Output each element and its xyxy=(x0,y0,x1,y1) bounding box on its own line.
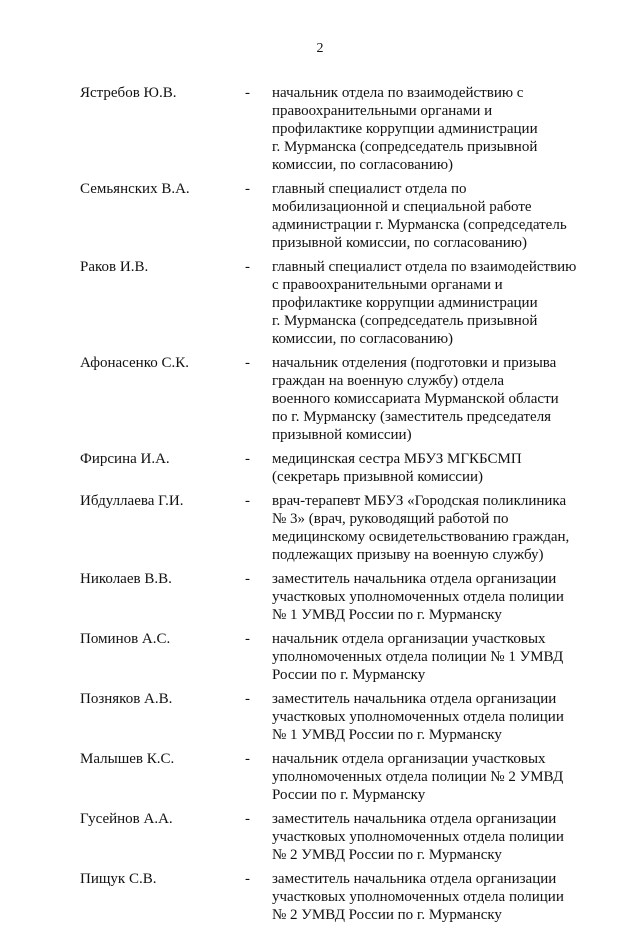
member-name: Раков И.В. xyxy=(80,259,149,275)
member-position xyxy=(272,180,607,252)
position-line: участковых уполномоченных отдела полиции xyxy=(272,709,564,725)
separator-dash: - xyxy=(245,811,250,827)
member-entry xyxy=(0,180,640,252)
position-line: главный специалист отдела по взаимодействию xyxy=(272,259,577,275)
position-line: медицинская сестра МБУЗ МГКБСМП xyxy=(272,451,522,467)
position-line: врач-терапевт МБУЗ «Городская поликлиника xyxy=(272,493,567,509)
position-line: (секретарь призывной комиссии) xyxy=(272,469,483,485)
position-line: по г. Мурманску (заместитель председателя xyxy=(272,409,552,425)
member-position xyxy=(272,810,607,864)
position-line: начальник отделения (подготовки и призыва xyxy=(272,355,557,371)
position-line: заместитель начальника отдела организации xyxy=(272,571,557,587)
member-entry xyxy=(0,630,640,684)
position-line: уполномоченных отдела полиции № 2 УМВД xyxy=(272,769,564,785)
member-name: Ястребов Ю.В. xyxy=(80,85,177,101)
position-line: комиссии, по согласованию) xyxy=(272,331,454,347)
position-line: заместитель начальника отдела организации xyxy=(272,871,557,887)
position-line: мобилизационной и специальной работе xyxy=(272,199,532,215)
member-name: Николаев В.В. xyxy=(80,571,172,587)
position-line: № 2 УМВД России по г. Мурманску xyxy=(272,847,502,863)
separator-dash: - xyxy=(245,259,250,275)
position-line: участковых уполномоченных отдела полиции xyxy=(272,589,564,605)
member-name: Поминов А.С. xyxy=(80,631,171,647)
separator-dash: - xyxy=(245,181,250,197)
position-line: № 2 УМВД России по г. Мурманску xyxy=(272,907,502,923)
position-line: № 1 УМВД России по г. Мурманску xyxy=(272,607,502,623)
position-line: заместитель начальника отдела организации xyxy=(272,691,557,707)
member-entry xyxy=(0,690,640,744)
position-line: профилактике коррупции администрации xyxy=(272,295,538,311)
position-line: профилактике коррупции администрации xyxy=(272,121,538,137)
separator-dash: - xyxy=(245,355,250,371)
commission-member-list xyxy=(0,84,640,930)
member-entry xyxy=(0,258,640,348)
member-name: Гусейнов А.А. xyxy=(80,811,173,827)
member-name: Фирсина И.А. xyxy=(80,451,170,467)
position-line: медицинскому освидетельствованию граждан, xyxy=(272,529,570,545)
position-line: граждан на военную службу) отдела xyxy=(272,373,505,389)
position-line: участковых уполномоченных отдела полиции xyxy=(272,829,564,845)
member-name: Семьянских В.А. xyxy=(80,181,190,197)
position-line: заместитель начальника отдела организации xyxy=(272,811,557,827)
position-line: с правоохранительными органами и xyxy=(272,277,503,293)
member-name: Позняков А.В. xyxy=(80,691,173,707)
position-line: г. Мурманска (сопредседатель призывной xyxy=(272,313,538,329)
member-position xyxy=(272,492,607,564)
separator-dash: - xyxy=(245,451,250,467)
member-entry xyxy=(0,450,640,486)
position-line: участковых уполномоченных отдела полиции xyxy=(272,889,564,905)
position-line: России по г. Мурманску xyxy=(272,667,426,683)
separator-dash: - xyxy=(245,751,250,767)
member-entry xyxy=(0,84,640,174)
member-position xyxy=(272,870,607,924)
position-line: правоохранительными органами и xyxy=(272,103,493,119)
position-line: главный специалист отдела по xyxy=(272,181,467,197)
page-number: 2 xyxy=(316,41,324,56)
position-line: военного комиссариата Мурманской области xyxy=(272,391,559,407)
member-entry xyxy=(0,750,640,804)
member-position xyxy=(272,84,607,174)
position-line: начальник отдела организации участковых xyxy=(272,631,546,647)
position-line: начальник отдела по взаимодействию с xyxy=(272,85,524,101)
separator-dash: - xyxy=(245,871,250,887)
position-line: г. Мурманска (сопредседатель призывной xyxy=(272,139,538,155)
separator-dash: - xyxy=(245,631,250,647)
member-entry xyxy=(0,570,640,624)
position-line: призывной комиссии) xyxy=(272,427,412,443)
position-line: уполномоченных отдела полиции № 1 УМВД xyxy=(272,649,564,665)
member-name: Малышев К.С. xyxy=(80,751,175,767)
member-entry xyxy=(0,354,640,444)
position-line: комиссии, по согласованию) xyxy=(272,157,454,173)
member-name: Афонасенко С.К. xyxy=(80,355,189,371)
member-position xyxy=(272,750,607,804)
member-position xyxy=(272,258,607,348)
member-entry xyxy=(0,810,640,864)
position-line: России по г. Мурманску xyxy=(272,787,426,803)
separator-dash: - xyxy=(245,691,250,707)
member-position xyxy=(272,690,607,744)
position-line: администрации г. Мурманска (сопредседатель xyxy=(272,217,567,233)
separator-dash: - xyxy=(245,85,250,101)
separator-dash: - xyxy=(245,493,250,509)
position-line: подлежащих призыву на военную службу) xyxy=(272,547,544,563)
member-position xyxy=(272,630,607,684)
separator-dash: - xyxy=(245,571,250,587)
position-line: № 1 УМВД России по г. Мурманску xyxy=(272,727,502,743)
position-line: призывной комиссии, по согласованию) xyxy=(272,235,527,251)
member-name: Ибдуллаева Г.И. xyxy=(80,493,184,509)
position-line: начальник отдела организации участковых xyxy=(272,751,546,767)
member-entry xyxy=(0,870,640,924)
member-position xyxy=(272,354,607,444)
member-position xyxy=(272,450,607,486)
member-entry xyxy=(0,492,640,564)
position-line: № 3» (врач, руководящий работой по xyxy=(272,511,509,527)
member-position xyxy=(272,570,607,624)
member-name: Пищук С.В. xyxy=(80,871,157,887)
